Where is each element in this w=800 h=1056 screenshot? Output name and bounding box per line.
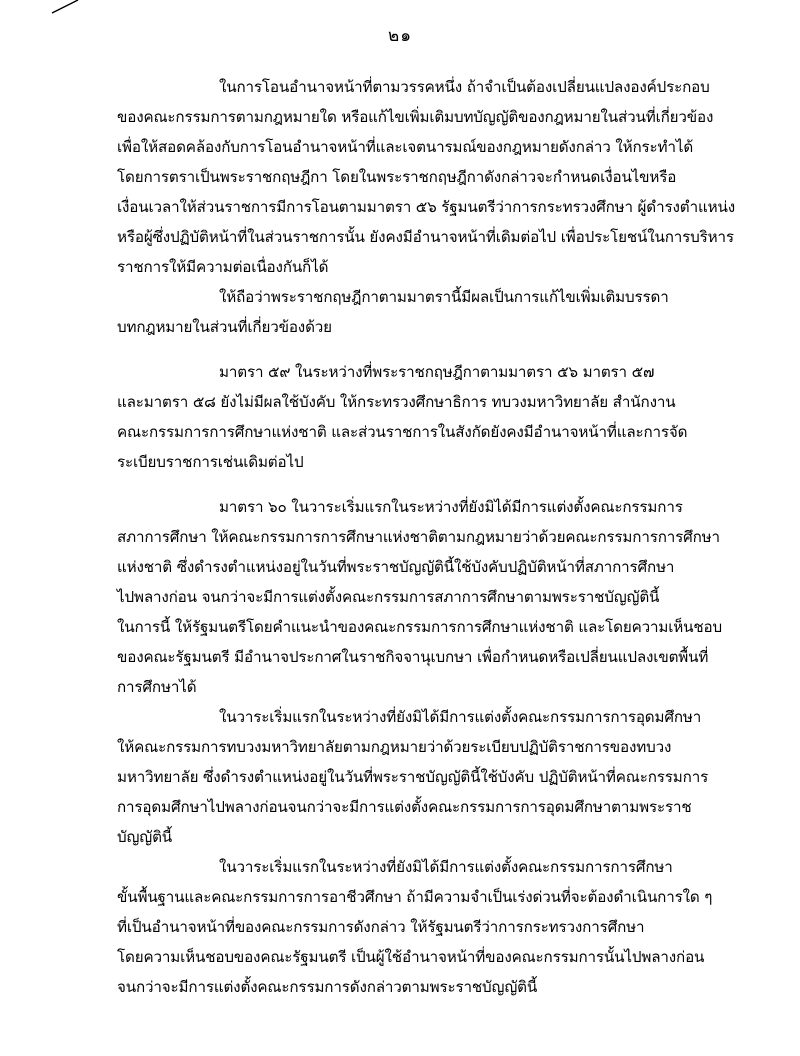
text-line: ขั้นพื้นฐานและคณะกรรมการการอาชีวศึกษา ถ้ามีความจำเป็นเร่งด่วนที่จะต้องดำเนินการใด ๆ bbox=[117, 888, 713, 906]
text-line: ให้ถือว่าพระราชกฤษฎีกาตามมาตรานี้มีผลเป็นการแก้ไขเพิ่มเติมบรรดา bbox=[219, 288, 669, 306]
text-line: การอุดมศึกษาไปพลางก่อนจนกว่าจะมีการแต่งตั้งคณะกรรมการการอุดมศึกษาตามพระราช bbox=[117, 798, 692, 816]
text-line: ที่เป็นอำนาจหน้าที่ของคณะกรรมการดังกล่าว ให้รัฐมนตรีว่าการกระทรวงการศึกษา bbox=[117, 918, 645, 936]
text-line: บทกฎหมายในส่วนที่เกี่ยวข้องด้วย bbox=[117, 318, 332, 336]
text-line: มาตรา ๖๐ ในวาระเริ่มแรกในระหว่างที่ยังมิได้มีการแต่งตั้งคณะกรรมการ bbox=[219, 498, 683, 516]
text-line: ในวาระเริ่มแรกในระหว่างที่ยังมิได้มีการแต่งตั้งคณะกรรมการการอุดมศึกษา bbox=[219, 708, 702, 726]
text-line: ให้คณะกรรมการทบวงมหาวิทยาลัยตามกฎหมายว่าด้วยระเบียบปฏิบัติราชการของทบวง bbox=[117, 738, 672, 756]
text-line: สภาการศึกษา ให้คณะกรรมการการศึกษาแห่งชาติตามกฎหมายว่าด้วยคณะกรรมการการศึกษา bbox=[117, 528, 720, 546]
page-number: ๒๑ bbox=[388, 26, 412, 46]
text-line: โดยการตราเป็นพระราชกฤษฎีกา โดยในพระราชกฤษฎีกาดังกล่าวจะกำหนดเงื่อนไขหรือ bbox=[117, 168, 677, 186]
text-line: ในวาระเริ่มแรกในระหว่างที่ยังมิได้มีการแต่งตั้งคณะกรรมการการศึกษา bbox=[219, 858, 673, 876]
text-line: มหาวิทยาลัย ซึ่งดำรงตำแหน่งอยู่ในวันที่พระราชบัญญัตินี้ใช้บังคับ ปฏิบัติหน้าที่คณะกรรมการ bbox=[117, 768, 709, 786]
text-line: บัญญัตินี้ bbox=[117, 828, 173, 846]
text-line: โดยความเห็นชอบของคณะรัฐมนตรี เป็นผู้ใช้อำนาจหน้าที่ของคณะกรรมการนั้นไปพลางก่อน bbox=[117, 948, 705, 966]
text-line: ในการนี้ ให้รัฐมนตรีโดยคำแนะนำของคณะกรรมการการศึกษาแห่งชาติ และโดยความเห็นชอบ bbox=[117, 618, 722, 636]
text-line: ระเบียบราชการเช่นเดิมต่อไป bbox=[117, 453, 304, 471]
text-line: หรือผู้ซึ่งปฏิบัติหน้าที่ในส่วนราชการนั้น ยังคงมีอำนาจหน้าที่เดิมต่อไป เพื่อประโยชน์ในการบริหาร bbox=[117, 228, 734, 246]
text-line: ของคณะรัฐมนตรี มีอำนาจประกาศในราชกิจจานุเบกษา เพื่อกำหนดหรือเปลี่ยนแปลงเขตพื้นที่ bbox=[117, 648, 709, 666]
text-line: และมาตรา ๕๘ ยังไม่มีผลใช้บังคับ ให้กระทรวงศึกษาธิการ ทบวงมหาวิทยาลัย สำนักงาน bbox=[117, 393, 676, 411]
text-line: เพื่อให้สอดคล้องกับการโอนอำนาจหน้าที่และเจตนารมณ์ของกฎหมายดังกล่าว ให้กระทำได้ bbox=[117, 138, 694, 156]
text-line: ในการโอนอำนาจหน้าที่ตามวรรคหนึ่ง ถ้าจำเป็นต้องเปลี่ยนแปลงองค์ประกอบ bbox=[219, 78, 710, 96]
text-line: การศึกษาได้ bbox=[117, 678, 197, 696]
text-line: คณะกรรมการการศึกษาแห่งชาติ และส่วนราชการในสังกัดยังคงมีอำนาจหน้าที่และการจัด bbox=[117, 423, 688, 441]
text-line: แห่งชาติ ซึ่งดำรงตำแหน่งอยู่ในวันที่พระราชบัญญัตินี้ใช้บังคับปฏิบัติหน้าที่สภาการศึกษา bbox=[117, 558, 675, 576]
text-line: เงื่อนเวลาให้ส่วนราชการมีการโอนตามมาตรา ๕๖ รัฐมนตรีว่าการกระทรวงศึกษา ผู้ดำรงตำแหน่ง bbox=[117, 198, 736, 216]
text-line: ราชการให้มีความต่อเนื่องกันก็ได้ bbox=[117, 258, 329, 276]
text-line: มาตรา ๕๙ ในระหว่างที่พระราชกฤษฎีกาตามมาตรา ๕๖ มาตรา ๕๗ bbox=[219, 363, 655, 381]
text-line: จนกว่าจะมีการแต่งตั้งคณะกรรมการดังกล่าวตามพระราชบัญญัตินี้ bbox=[117, 978, 538, 996]
text-line: ไปพลางก่อน จนกว่าจะมีการแต่งตั้งคณะกรรมการสภาการศึกษาตามพระราชบัญญัตินี้ bbox=[117, 588, 660, 606]
text-line: ของคณะกรรมการตามกฎหมายใด หรือแก้ไขเพิ่มเติมบทบัญญัติของกฎหมายในส่วนที่เกี่ยวข้อง bbox=[117, 108, 714, 126]
